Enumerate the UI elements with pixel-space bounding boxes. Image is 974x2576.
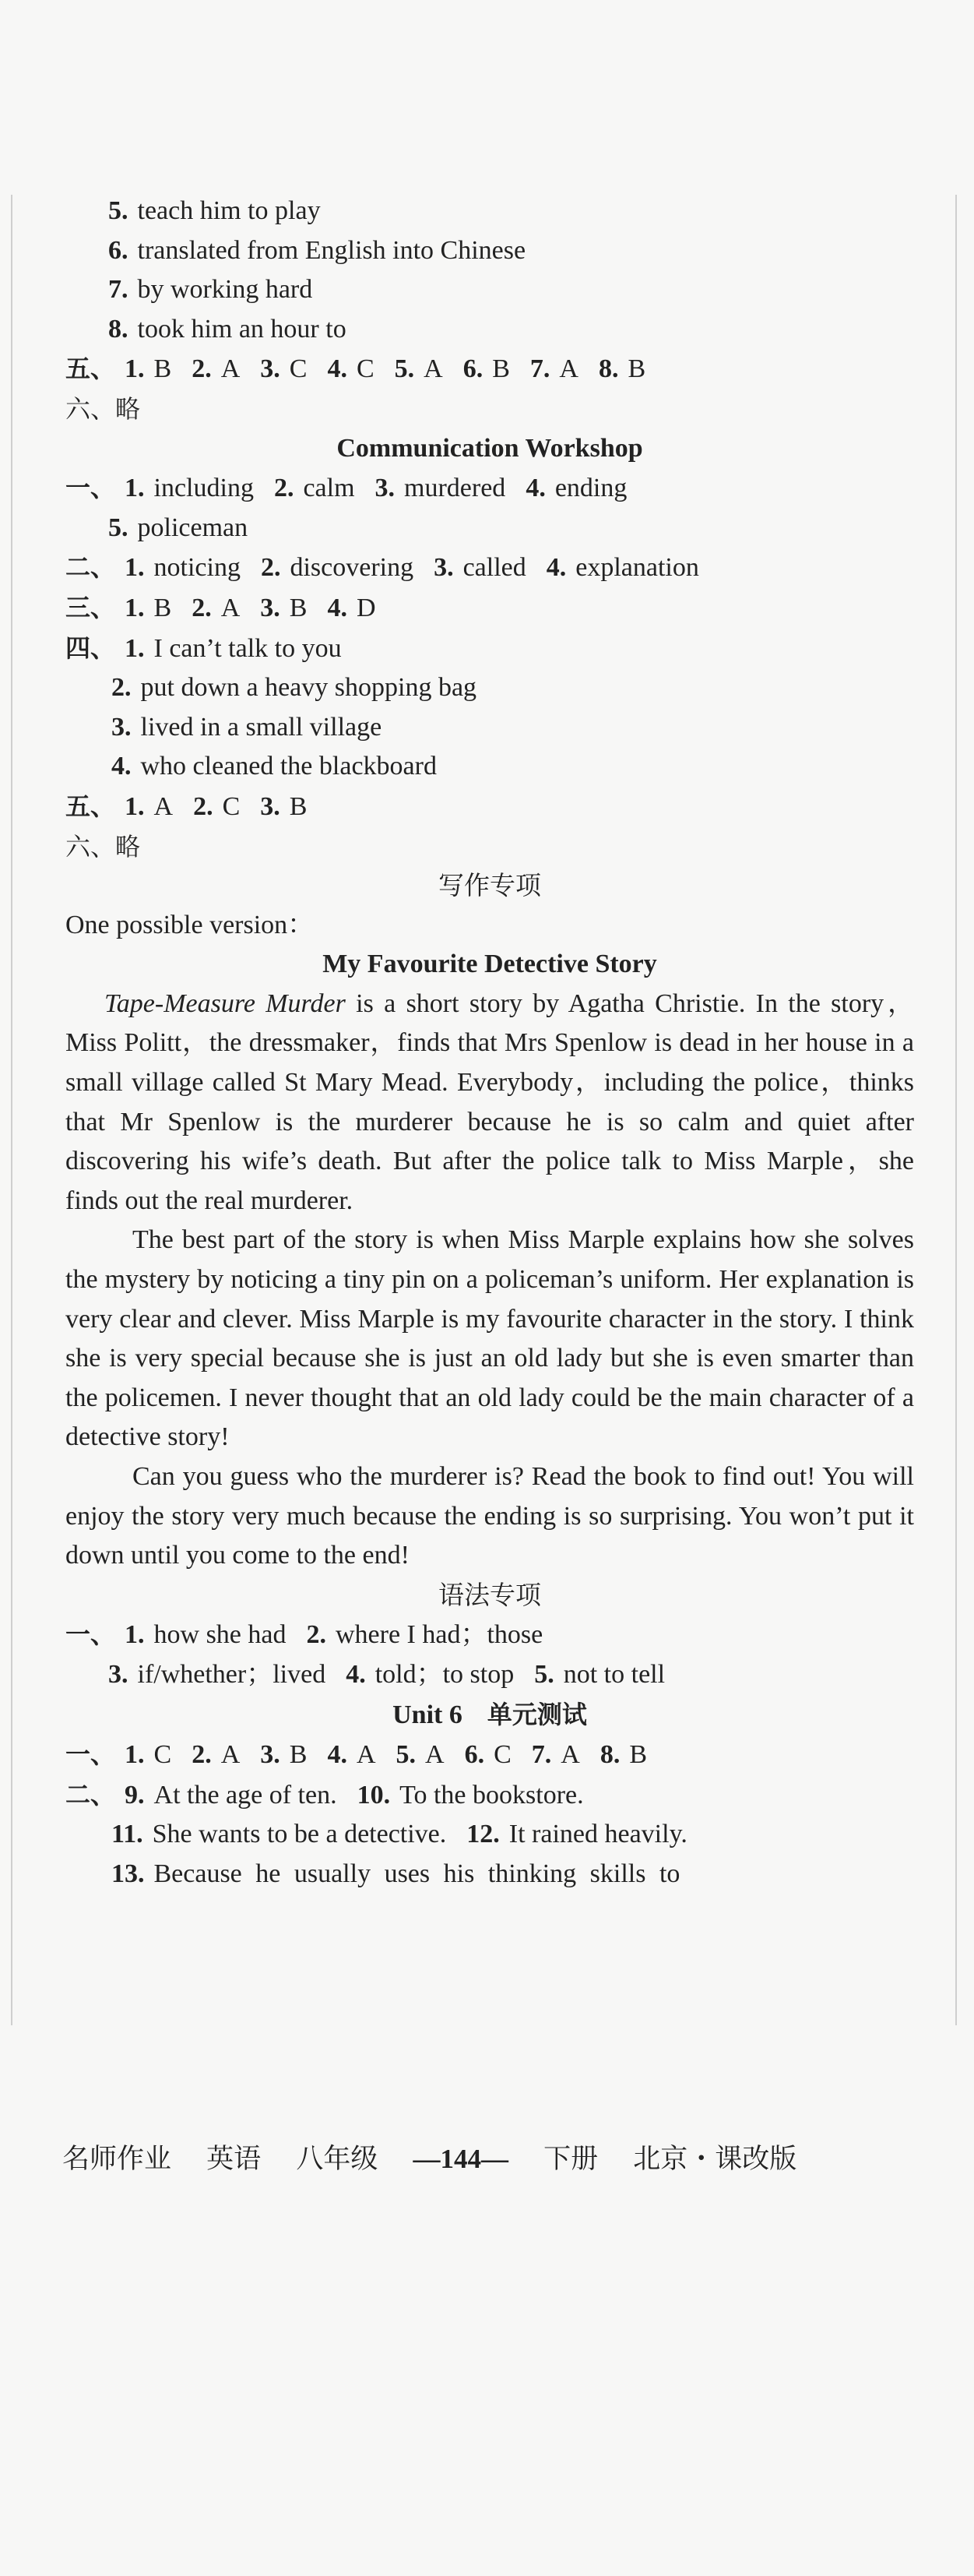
- item-answer: B: [289, 593, 308, 622]
- item-number: 2.: [193, 791, 213, 821]
- essay-paragraph: Can you guess who the murderer is? Read the book to find out! You will enjoy the story very much because the ending is so surprising. You won’t put it down until you come to the end!: [65, 1462, 914, 1570]
- item-number: 5.: [108, 196, 128, 225]
- section-heading: Communication Workshop: [336, 433, 643, 463]
- item-answer: C: [494, 1740, 512, 1770]
- essay-paragraph: The best part of the story is when Miss Marple explains how she solves the mystery by noticing a tiny pin on a policeman’s uniform. Her explanation is very clear and clever. Miss Marple is my favourite character in the story. I think she is very special because she is just an old lady but she is even smarter than the policemen. I never thought that an old lady could be the main character of a detective story!: [65, 1225, 914, 1452]
- item-number: 1.: [125, 474, 145, 503]
- item-answer: noticing: [153, 553, 241, 583]
- item-number: 7.: [531, 1740, 552, 1770]
- item-number: 6.: [464, 1740, 485, 1770]
- section-number: 一、: [65, 1619, 116, 1650]
- section-number: 一、: [65, 1739, 116, 1770]
- item-number: 11.: [111, 1820, 143, 1849]
- item-answer: It rained heavily.: [508, 1820, 687, 1849]
- answer-line: [65, 270, 914, 310]
- answer-line: [65, 1775, 914, 1816]
- unit-test-label: 单元测试: [462, 1699, 587, 1729]
- item-answer: B: [289, 791, 308, 821]
- item-answer: who cleaned the blackboard: [140, 752, 437, 781]
- footer-grade: 八年级: [296, 2144, 378, 2175]
- item-number: 3.: [260, 791, 280, 821]
- section-number: 五、: [65, 791, 116, 821]
- answer-line: [65, 468, 914, 509]
- item-number: 4.: [546, 553, 567, 583]
- answer-line: [65, 192, 914, 231]
- item-answer: A: [220, 1740, 241, 1770]
- item-answer: A: [153, 791, 174, 821]
- item-answer: lived in a small village: [140, 712, 382, 742]
- answer-line: [65, 787, 914, 827]
- item-number: 3.: [260, 354, 280, 384]
- answer-content: [65, 192, 914, 1894]
- unit-label: Unit 6: [392, 1700, 462, 1729]
- answer-line: [65, 588, 914, 629]
- item-number: 2.: [111, 673, 132, 703]
- section-number: 一、: [65, 473, 116, 503]
- item-answer: by working hard: [137, 275, 313, 305]
- item-answer: ending: [554, 474, 628, 503]
- item-answer: translated from English into Chinese: [137, 235, 526, 265]
- item-answer: took him an hour to: [137, 314, 346, 344]
- section-number: 二、: [65, 1779, 116, 1810]
- item-number: 1.: [125, 593, 145, 622]
- item-answer: A: [220, 354, 241, 384]
- story-title: Tape-Measure Murder: [104, 988, 346, 1018]
- item-answer: A: [559, 354, 578, 384]
- item-number: 4.: [526, 474, 546, 503]
- item-number: 2.: [192, 593, 212, 622]
- item-number: 6.: [462, 354, 483, 384]
- item-number: 5.: [108, 513, 128, 542]
- item-number: 7.: [108, 275, 128, 305]
- section-heading: 语法专项: [438, 1579, 541, 1610]
- item-answer: A: [424, 354, 443, 384]
- footer-edition: 北京・课改版: [633, 2144, 797, 2175]
- item-answer: C: [289, 354, 308, 384]
- item-answer: A: [220, 593, 241, 622]
- item-answer: A: [356, 1740, 376, 1770]
- item-number: 13.: [111, 1859, 145, 1888]
- item-answer: told；to stop: [374, 1659, 515, 1689]
- page-footer: [62, 2137, 823, 2176]
- item-answer: calm: [303, 474, 355, 503]
- item-answer: if/whether；lived: [137, 1659, 326, 1689]
- item-number: 4.: [327, 593, 347, 622]
- item-number: 1.: [125, 791, 145, 821]
- item-answer: She wants to be a detective.: [152, 1820, 447, 1849]
- item-answer: B: [289, 1740, 308, 1770]
- answer-line: [65, 629, 914, 669]
- item-number: 4.: [327, 1740, 347, 1770]
- item-number: 3.: [260, 1740, 280, 1770]
- item-number: 7.: [529, 354, 550, 384]
- section-number: 三、: [65, 592, 116, 622]
- item-answer: policeman: [137, 513, 248, 542]
- item-answer: how she had: [153, 1620, 287, 1650]
- item-number: 4.: [111, 752, 132, 781]
- item-answer: B: [153, 593, 172, 622]
- item-number: 9.: [125, 1780, 145, 1810]
- intro-line: One possible version：: [65, 910, 315, 939]
- item-number: 2.: [192, 354, 212, 384]
- item-answer: A: [561, 1740, 580, 1770]
- item-answer: teach him to play: [137, 196, 321, 225]
- footer-volume: 下册: [543, 2144, 599, 2175]
- item-number: 5.: [534, 1659, 554, 1689]
- answer-line: [65, 1615, 914, 1655]
- section-skip-line: 六、略: [65, 831, 141, 862]
- left-margin-rule: [11, 195, 12, 2025]
- item-answer: including: [153, 474, 254, 503]
- item-number: 1.: [125, 633, 145, 663]
- answer-line: [65, 1855, 914, 1894]
- item-answer: put down a heavy shopping bag: [140, 673, 477, 703]
- item-number: 8.: [598, 354, 619, 384]
- footer-page-number: —144—: [413, 2144, 508, 2174]
- item-number: 3.: [374, 474, 396, 503]
- item-number: 1.: [125, 553, 145, 583]
- item-number: 12.: [466, 1820, 500, 1849]
- item-number: 4.: [346, 1659, 366, 1689]
- section-skip-line: 六、略: [65, 393, 141, 424]
- item-answer: Because he usually uses his thinking skills to: [153, 1859, 680, 1888]
- section-heading: 写作专项: [438, 870, 541, 901]
- item-number: 8.: [108, 314, 128, 344]
- section-heading: My Favourite Detective Story: [322, 950, 657, 979]
- answer-line: [65, 509, 914, 548]
- answer-line: [65, 310, 914, 350]
- item-answer: To the bookstore.: [399, 1780, 584, 1810]
- item-number: 3.: [111, 712, 132, 742]
- item-answer: discovering: [290, 553, 414, 583]
- answer-line: [65, 747, 914, 787]
- item-number: 1.: [125, 1740, 145, 1770]
- item-answer: A: [425, 1740, 445, 1770]
- item-number: 6.: [108, 235, 128, 265]
- item-answer: C: [356, 354, 374, 384]
- item-answer: B: [492, 354, 510, 384]
- answer-line: [65, 548, 914, 588]
- item-number: 2.: [192, 1740, 212, 1770]
- item-answer: B: [628, 354, 646, 384]
- item-number: 4.: [327, 354, 347, 384]
- footer-book-title: 名师作业: [62, 2144, 172, 2175]
- section-heading: [65, 1695, 914, 1736]
- answer-line: [65, 1735, 914, 1775]
- item-answer: C: [153, 1740, 172, 1770]
- essay-paragraph: Tape-Measure Murder is a short story by Agatha Christie. In the story，Miss Politt，the dressmaker，finds that Mrs Spenlow is dead in her house in a small village called St Mary Mead. Everybody，including the police，thinks that Mr Spenlow is the murderer because he is so calm and quiet after discovering his wife’s death. But after the police talk to Miss Marple，she finds out the real murderer.: [65, 988, 914, 1215]
- item-answer: I can’t talk to you: [153, 633, 342, 663]
- item-number: 1.: [125, 1620, 145, 1650]
- item-number: 5.: [394, 354, 415, 384]
- item-answer: B: [153, 354, 172, 384]
- answer-line: [65, 231, 914, 271]
- section-number: 五、: [65, 354, 116, 384]
- answer-line: [65, 349, 914, 389]
- item-answer: C: [222, 791, 241, 821]
- item-number: 2.: [306, 1620, 326, 1650]
- item-number: 2.: [273, 474, 294, 503]
- item-answer: At the age of ten.: [153, 1780, 337, 1810]
- item-answer: explanation: [575, 553, 699, 583]
- item-answer: where I had；those: [335, 1620, 543, 1650]
- item-number: 1.: [125, 354, 145, 384]
- item-number: 8.: [600, 1740, 621, 1770]
- section-number: 四、: [65, 633, 116, 663]
- item-number: 2.: [260, 553, 281, 583]
- item-answer: D: [356, 593, 376, 622]
- answer-line: [65, 1655, 914, 1695]
- right-margin-rule: [955, 195, 957, 2025]
- answer-line: [65, 1815, 914, 1855]
- section-number: 二、: [65, 552, 116, 583]
- item-number: 5.: [396, 1740, 417, 1770]
- footer-subject: 英语: [206, 2144, 262, 2175]
- answer-line: [65, 708, 914, 748]
- item-number: 3.: [108, 1659, 128, 1689]
- item-answer: not to tell: [563, 1659, 666, 1689]
- answer-line: [65, 668, 914, 708]
- item-number: 3.: [260, 593, 280, 622]
- item-answer: B: [629, 1740, 648, 1770]
- item-answer: called: [462, 553, 526, 583]
- item-number: 10.: [357, 1780, 391, 1810]
- item-answer: murdered: [404, 474, 506, 503]
- item-number: 3.: [434, 553, 454, 583]
